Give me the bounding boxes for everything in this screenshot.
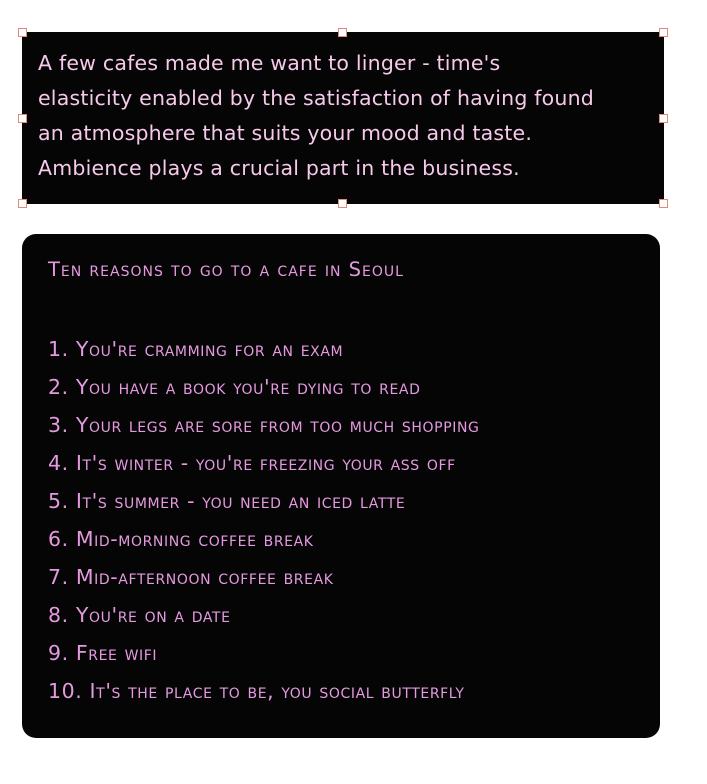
list-item: 1. You're cramming for an exam bbox=[48, 337, 344, 361]
list-item: 10. It's the place to be, you social butterfly bbox=[48, 679, 465, 703]
resize-handle-top-center[interactable] bbox=[338, 28, 347, 37]
list-item: 9. Free wifi bbox=[48, 641, 158, 665]
quote-line: A few cafes made me want to linger - time's bbox=[38, 51, 501, 75]
resize-handle-top-right[interactable] bbox=[659, 28, 668, 37]
quote-line: Ambience plays a crucial part in the business. bbox=[38, 156, 520, 180]
list-item: 6. Mid-morning coffee break bbox=[48, 527, 314, 551]
selected-text-box[interactable] bbox=[18, 28, 668, 208]
resize-handle-top-left[interactable] bbox=[18, 28, 27, 37]
list-item: 7. Mid-afternoon coffee break bbox=[48, 565, 334, 589]
resize-handle-middle-left[interactable] bbox=[18, 114, 27, 123]
quote-line: elasticity enabled by the satisfaction of having found bbox=[38, 86, 595, 110]
list-item: 5. It's summer - you need an iced latte bbox=[48, 489, 406, 513]
list-item: 8. You're on a date bbox=[48, 603, 231, 627]
list-title: Ten reasons to go to a cafe in Seoul bbox=[48, 258, 404, 281]
list-item: 4. It's winter - you're freezing your ass off bbox=[48, 451, 456, 475]
quote-line: an atmosphere that suits your mood and taste. bbox=[38, 121, 533, 145]
resize-handle-middle-right[interactable] bbox=[659, 114, 668, 123]
reasons-list-panel[interactable] bbox=[22, 234, 660, 738]
resize-handle-bottom-right[interactable] bbox=[659, 199, 668, 208]
resize-handle-bottom-center[interactable] bbox=[338, 199, 347, 208]
quote-text-container[interactable] bbox=[22, 32, 664, 204]
resize-handle-bottom-left[interactable] bbox=[18, 199, 27, 208]
list-item: 2. You have a book you're dying to read bbox=[48, 375, 421, 399]
list-item: 3. Your legs are sore from too much shopping bbox=[48, 413, 480, 437]
